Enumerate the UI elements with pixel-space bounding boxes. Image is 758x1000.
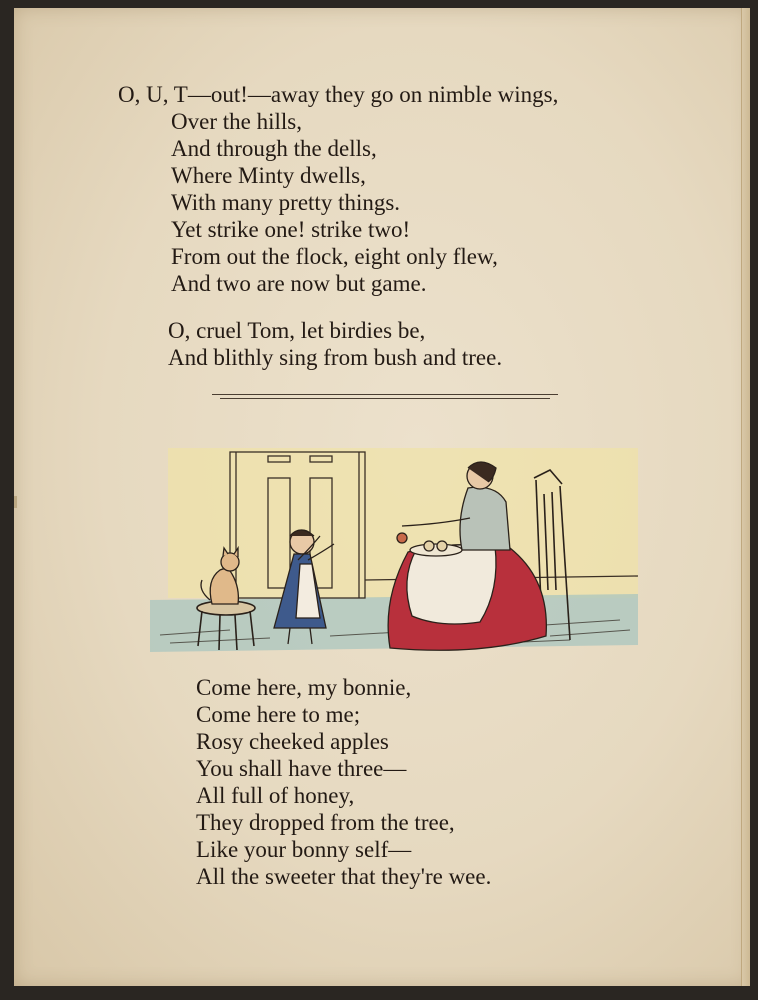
verse-line: With many pretty things. bbox=[171, 190, 401, 215]
verse-line: Come here to me; bbox=[196, 702, 361, 727]
book-page bbox=[14, 8, 750, 986]
verse-line: Where Minty dwells, bbox=[171, 163, 366, 188]
stanza-3 bbox=[196, 674, 491, 890]
verse-line: Rosy cheeked apples bbox=[196, 729, 389, 754]
verse-line: All full of honey, bbox=[196, 783, 355, 808]
verse-line: They dropped from the tree, bbox=[196, 810, 455, 835]
verse-line: And blithly sing from bush and tree. bbox=[168, 345, 503, 370]
verse-line: Come here, my bonnie, bbox=[196, 675, 412, 700]
verse-line: All the sweeter that they're wee. bbox=[196, 864, 492, 889]
verse-line: And through the dells, bbox=[171, 136, 377, 161]
verse-line: Over the hills, bbox=[171, 109, 302, 134]
stanza-2 bbox=[168, 317, 502, 371]
illustration-mother-child-cat bbox=[150, 440, 638, 652]
verse-line: You shall have three— bbox=[196, 756, 407, 781]
verse-line: And two are now but game. bbox=[171, 271, 427, 296]
verse-line: O, U, T—out!—away they go on nimble wings, bbox=[118, 82, 559, 107]
verse-line: Yet strike one! strike two! bbox=[171, 217, 411, 242]
verse-line: From out the flock, eight only flew, bbox=[171, 244, 498, 269]
fold-mark bbox=[14, 496, 17, 508]
stanza-1 bbox=[118, 81, 558, 297]
page-edge bbox=[741, 8, 750, 986]
verse-line: O, cruel Tom, let birdies be, bbox=[168, 318, 426, 343]
double-rule-divider bbox=[212, 394, 558, 399]
verse-line: Like your bonny self— bbox=[196, 837, 412, 862]
